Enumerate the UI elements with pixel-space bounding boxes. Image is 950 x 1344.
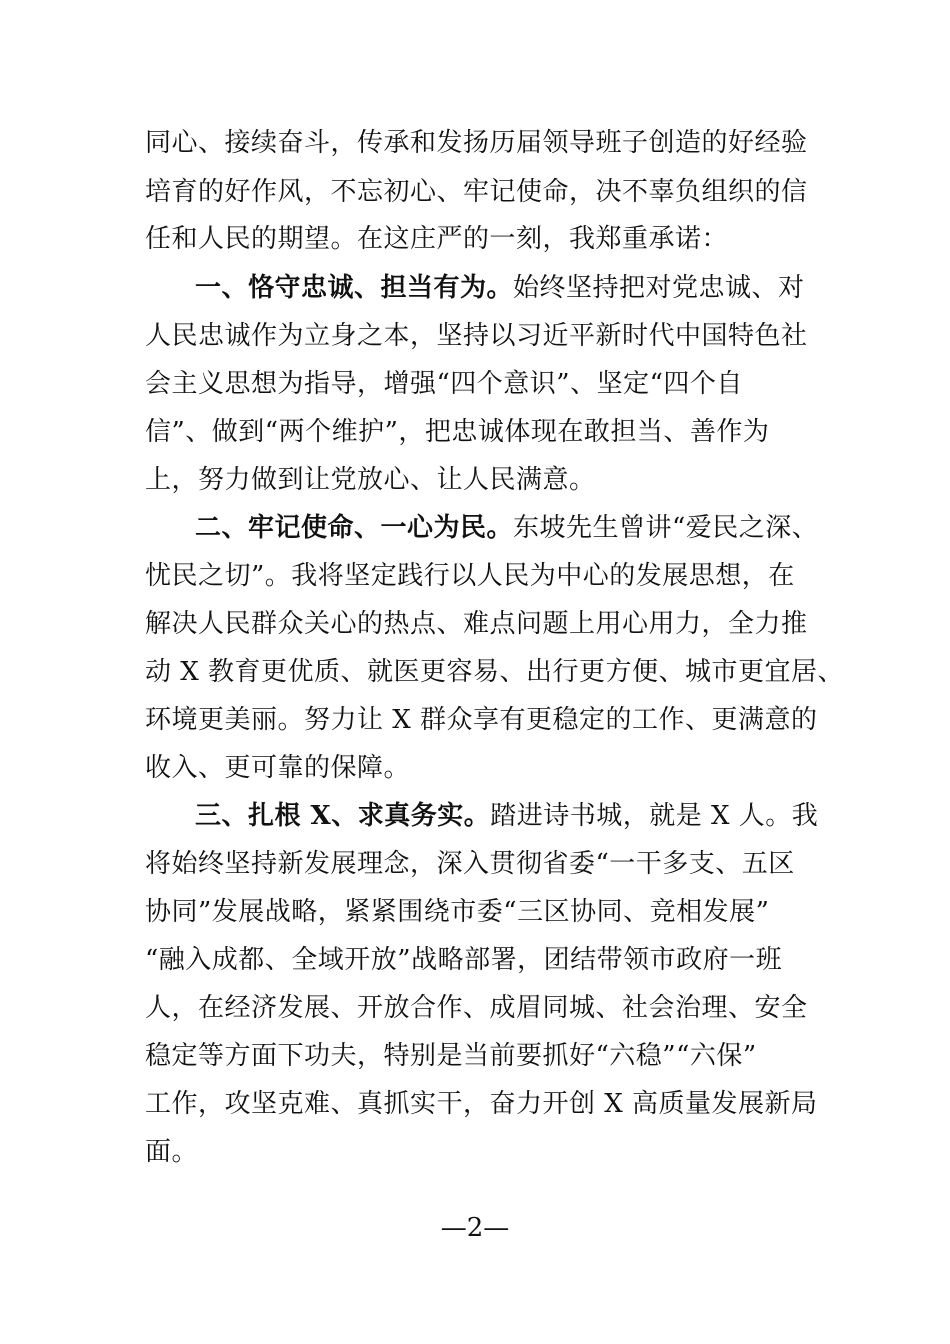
section-3-line-2: 将始终坚持新发展理念，深入贯彻省委“一干多支、五区	[145, 849, 795, 879]
section-1-first-line	[195, 271, 950, 305]
page-number: —2—	[440, 1213, 510, 1243]
intro-line-3: 任和人民的期望。在这庄严的一刻，我郑重承诺：	[145, 224, 729, 254]
section-3-line-4: “融入成都、全域开放”战略部署，团结带领市政府一班	[145, 945, 783, 975]
section-3-line-3: 协同”发展战略，紧紧围绕市委“三区协同、竞相发展”	[145, 897, 770, 927]
section-2-line-4: 动 X 教育更优质、就医更容易、出行更方便、城市更宜居、	[145, 657, 845, 687]
section-1-heading: 一、恪守忠诚、担当有为。	[195, 273, 514, 303]
section-2-heading: 二、牢记使命、一心为民。	[195, 513, 514, 543]
section-3-line-5: 人，在经济发展、开放合作、成眉同城、社会治理、安全	[145, 993, 808, 1023]
section-2-first-line	[195, 511, 950, 545]
section-1-line-2: 人民忠诚作为立身之本，坚持以习近平新时代中国特色社	[145, 321, 808, 351]
section-3-first-line-text: 踏进诗书城，就是 X 人。我	[490, 801, 819, 831]
section-2-line-2: 忧民之切”。我将坚定践行以人民为中心的发展思想，在	[145, 561, 795, 591]
section-2-line-5: 环境更美丽。努力让 X 群众享有更稳定的工作、更满意的	[145, 705, 818, 735]
intro-line-1: 同心、接续奋斗，传承和发扬历届领导班子创造的好经验	[145, 128, 808, 158]
section-1-first-line-text: 始终坚持把对党忠诚、对	[513, 273, 805, 303]
section-3-first-line	[195, 799, 950, 833]
intro-line-2: 培育的好作风，不忘初心、牢记使命，决不辜负组织的信	[145, 177, 808, 207]
section-3-line-7: 工作，攻坚克难、真抓实干，奋力开创 X 高质量发展新局	[145, 1089, 818, 1119]
section-3-line-8: 面。	[145, 1137, 199, 1167]
section-2-first-line-text: 东坡先生曾讲“爱民之深、	[513, 513, 819, 543]
section-2-line-6: 收入、更可靠的保障。	[145, 753, 411, 783]
section-2-line-3: 解决人民群众关心的热点、难点问题上用心用力，全力推	[145, 609, 808, 639]
section-3-heading: 三、扎根 X、求真务实。	[195, 801, 491, 831]
section-1-line-5: 上，努力做到让党放心、让人民满意。	[145, 465, 596, 495]
section-1-line-4: 信”、做到“两个维护”，把忠诚体现在敢担当、善作为	[145, 417, 770, 447]
section-3-line-6: 稳定等方面下功夫，特别是当前要抓好“六稳”“六保”	[145, 1041, 757, 1071]
section-1-line-3: 会主义思想为指导，增强“四个意识”、坚定“四个自	[145, 369, 743, 399]
